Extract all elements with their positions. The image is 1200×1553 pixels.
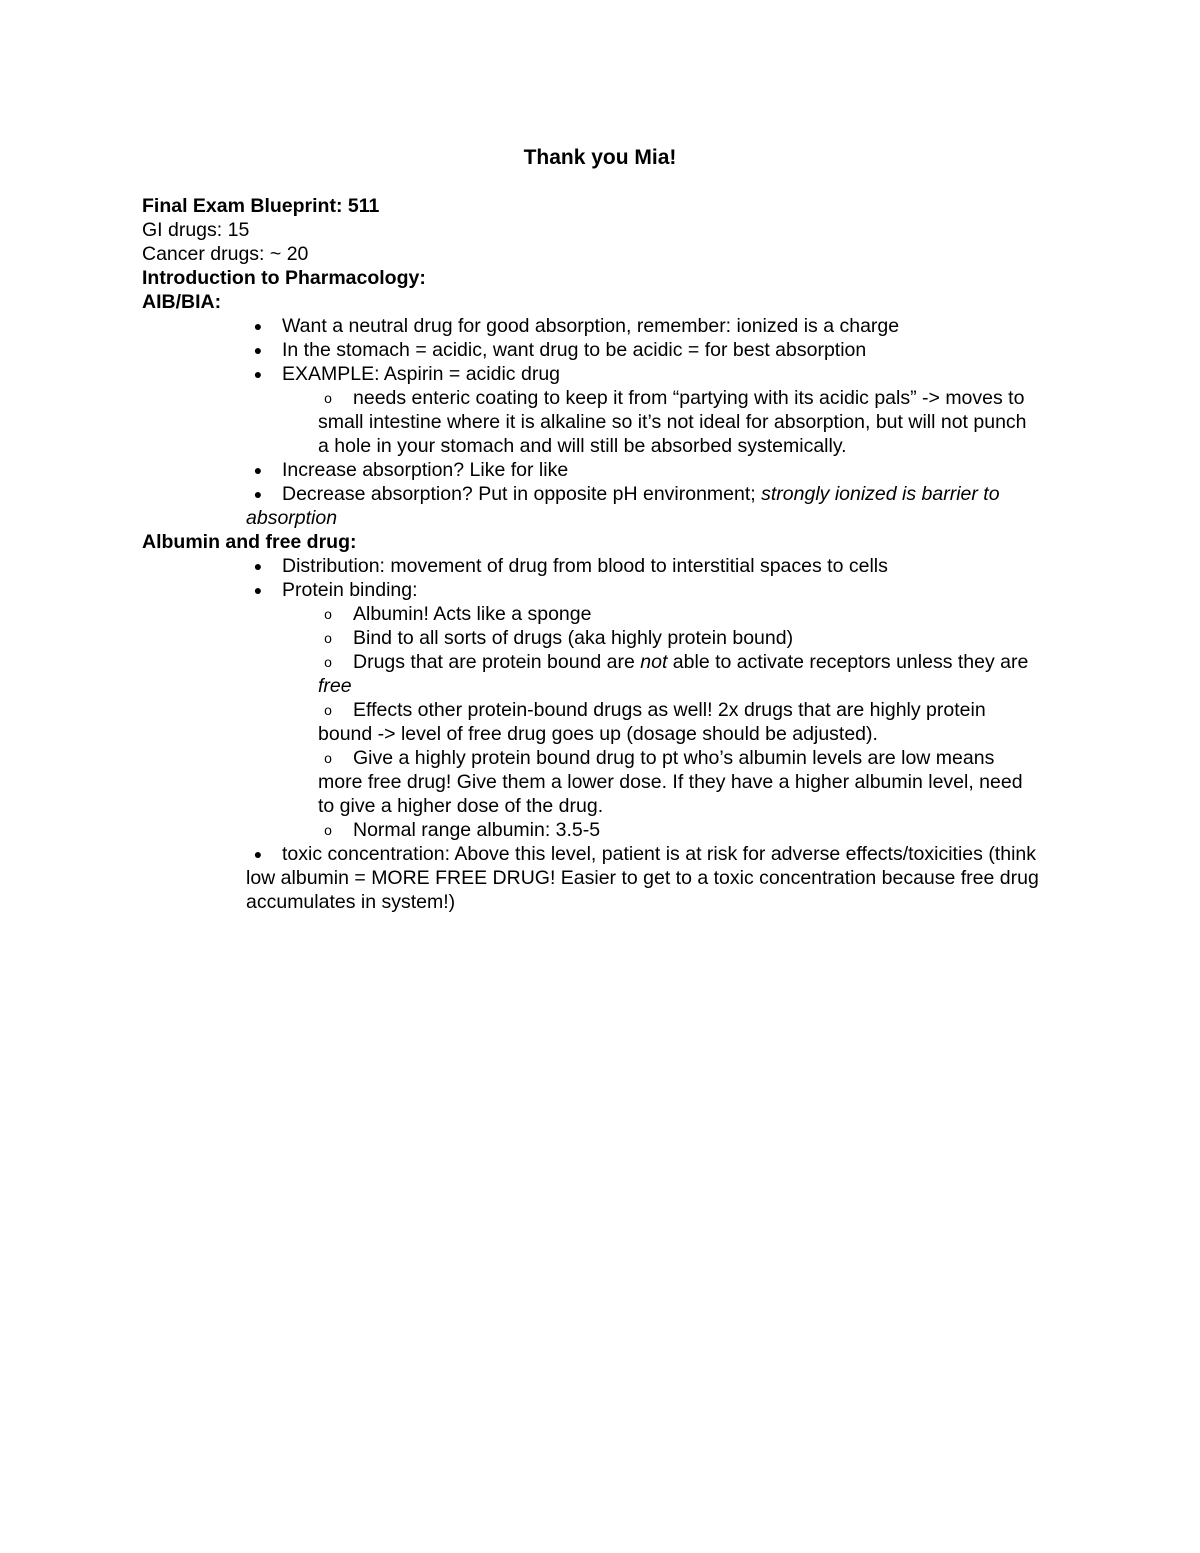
sub-bullet-icon: o xyxy=(324,750,332,766)
list-item: ● EXAMPLE: Aspirin = acidic drug xyxy=(246,362,1062,386)
bullet-icon: ● xyxy=(253,318,263,334)
aib-heading: AIB/BIA: xyxy=(142,291,222,313)
list-item: ● In the stomach = acidic, want drug to be acidic = for best absorption xyxy=(246,338,1062,362)
sub-bullet-icon: o xyxy=(324,606,332,622)
sub-bullet-icon: o xyxy=(324,822,332,838)
list-item: ● toxic concentration: Above this level, patient is at risk for adverse effects/toxicities (think low albumin = MORE FREE DRUG! Easier to get to a toxic concentration because free drug accumulates in system!) xyxy=(246,843,1039,913)
sub-list-item: o Bind to all sorts of drugs (aka highly protein bound) xyxy=(318,626,1038,650)
list-item: ● Distribution: movement of drug from blood to interstitial spaces to cells xyxy=(246,554,1062,578)
list-item: ● Increase absorption? Like for like xyxy=(246,458,1062,482)
sub-list-item: o Normal range albumin: 3.5-5 xyxy=(318,818,1038,842)
sub-bullet-icon: o xyxy=(324,702,332,718)
bullet-icon: ● xyxy=(253,486,263,502)
albumin-heading: Albumin and free drug: xyxy=(142,531,357,553)
list-item: ● Decrease absorption? Put in opposite pH environment; strongly ionized is barrier to absorption xyxy=(246,483,1000,529)
bullet-icon: ● xyxy=(253,582,263,598)
bullet-icon: ● xyxy=(253,846,263,862)
sub-list-item: o needs enteric coating to keep it from “partying with its acidic pals” -> moves to small intestine where it is alkaline so it’s not ideal for absorption, but will not punch a hole in your stomach and will still be absorbed systemically. xyxy=(318,387,1027,457)
intro-heading: Introduction to Pharmacology: xyxy=(142,267,426,289)
sub-bullet-icon: o xyxy=(324,654,332,670)
document-body xyxy=(142,194,1062,914)
sub-bullet-icon: o xyxy=(324,630,332,646)
sub-list-item: o Drugs that are protein bound are not able to activate receptors unless they are free xyxy=(318,651,1029,697)
list-item: ● Protein binding: xyxy=(246,578,1062,602)
sub-list-item: o Albumin! Acts like a sponge xyxy=(318,602,1038,626)
bullet-icon: ● xyxy=(253,366,263,382)
cancer-drugs-count: Cancer drugs: ~ 20 xyxy=(142,243,309,265)
list-item: ● Want a neutral drug for good absorption, remember: ionized is a charge xyxy=(246,314,1062,338)
page-title: Thank you Mia! xyxy=(523,146,677,169)
sub-list-item: o Give a highly protein bound drug to pt who’s albumin levels are low means more free drug! Give them a lower dose. If they have a higher albumin level, need to give a higher dose of the drug. xyxy=(318,747,1023,817)
bullet-icon: ● xyxy=(253,558,263,574)
gi-drugs-count: GI drugs: 15 xyxy=(142,219,250,241)
blueprint-heading: Final Exam Blueprint: 511 xyxy=(142,195,380,217)
sub-bullet-icon: o xyxy=(324,390,332,406)
bullet-icon: ● xyxy=(253,462,263,478)
bullet-icon: ● xyxy=(253,342,263,358)
sub-list-item: o Effects other protein-bound drugs as well! 2x drugs that are highly protein bound -> level of free drug goes up (dosage should be adjusted). xyxy=(318,699,986,745)
